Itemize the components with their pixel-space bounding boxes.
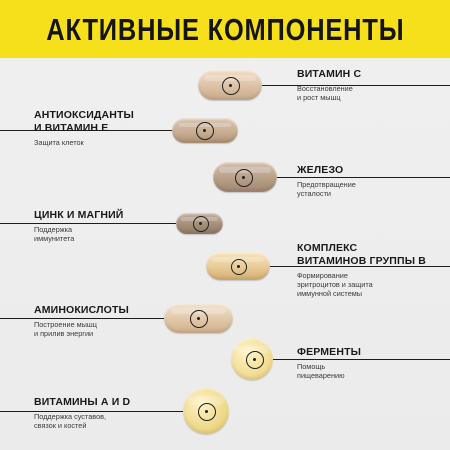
target-dot-icon <box>242 176 245 179</box>
target-dot-icon <box>237 265 240 268</box>
target-dot-icon <box>203 129 206 132</box>
component-title: АМИНОКИСЛОТЫ <box>34 304 129 316</box>
component-zinc-magnesium <box>34 209 174 243</box>
component-title: АНТИОКСИДАНТЫ И ВИТАМИН E <box>34 109 134 134</box>
component-enzymes <box>297 346 429 380</box>
component-amino-acids <box>34 304 174 338</box>
target-dot-icon <box>205 410 208 413</box>
component-description: Формирование эритроцитов и защита иммунной системы <box>297 270 373 299</box>
component-description: Восстановление и рост мышц <box>297 83 353 103</box>
component-b-complex <box>297 242 445 299</box>
target-dot-icon <box>253 358 256 361</box>
page-title: АКТИВНЫЕ КОМПОНЕНТЫ <box>45 11 405 47</box>
component-description: Предотвращение усталости <box>297 179 356 199</box>
component-iron <box>297 164 429 198</box>
target-dot-icon <box>229 84 232 87</box>
component-description: Поддержка суставов, связок и костей <box>34 411 107 431</box>
component-antioxidants-vitamin-e <box>34 109 176 147</box>
component-vitamins-a-d <box>34 396 174 430</box>
component-vitamin-c <box>297 68 437 102</box>
component-description: Защита клеток <box>34 137 84 147</box>
target-dot-icon <box>199 222 202 225</box>
component-description: Поддержка иммунитета <box>34 224 75 244</box>
component-description: Построение мышц и прилив энергии <box>34 319 97 339</box>
target-dot-icon <box>197 317 200 320</box>
component-title: ЦИНК И МАГНИЙ <box>34 209 124 221</box>
header-banner <box>0 0 450 58</box>
component-title: ЖЕЛЕЗО <box>297 164 344 176</box>
component-title: КОМПЛЕКС ВИТАМИНОВ ГРУППЫ B <box>297 242 426 267</box>
component-title: ВИТАМИН C <box>297 68 362 80</box>
component-title: ФЕРМЕНТЫ <box>297 346 362 358</box>
component-title: ВИТАМИНЫ А И D <box>34 396 131 408</box>
component-description: Помощь пищеварению <box>297 361 345 381</box>
